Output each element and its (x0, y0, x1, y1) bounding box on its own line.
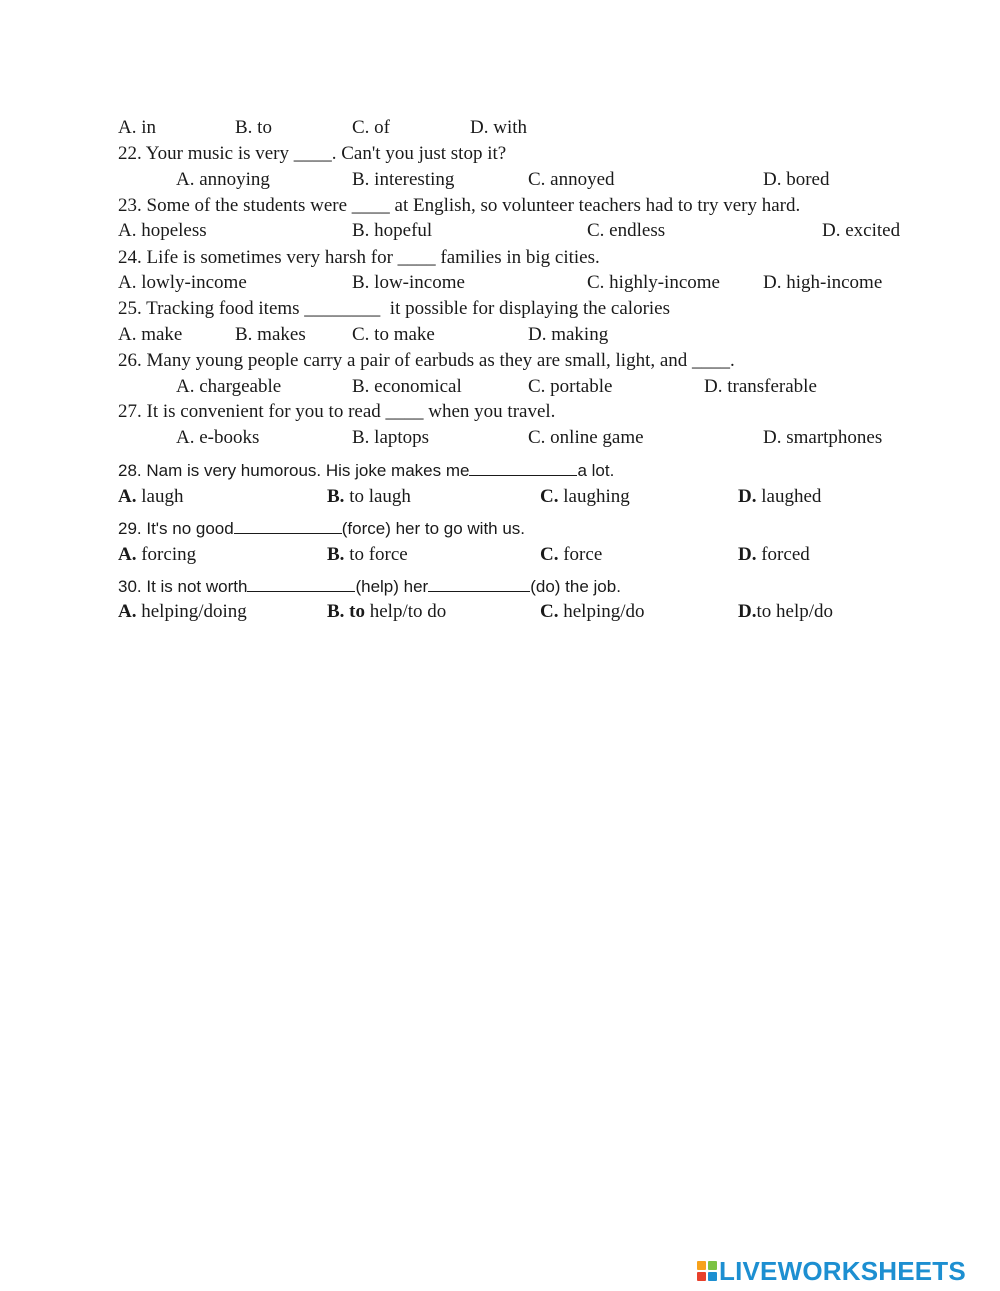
option-d: D. excited (822, 220, 901, 241)
option-b: B. laptops (352, 427, 430, 448)
option-b: B. interesting (352, 169, 455, 190)
option-b: B. economical (352, 376, 462, 397)
option-c: C. helping/do (540, 601, 645, 622)
question-30-stem: 30. It is not worth (help) her (do) the job. (118, 577, 621, 596)
option-c: C. endless (587, 220, 666, 241)
answer-blank[interactable] (234, 518, 342, 534)
option-c: C. to make (352, 324, 435, 345)
option-c: C. annoyed (528, 169, 615, 190)
option-a: A. forcing (118, 544, 197, 565)
option-d: D. smartphones (763, 427, 883, 448)
logo-text: LIVEWORKSHEETS (719, 1255, 966, 1286)
option-d: D.to help/do (738, 601, 834, 622)
option-b: B. low-income (352, 272, 465, 293)
option-a: A. in (118, 117, 156, 138)
option-a: A. annoying (176, 169, 270, 190)
question-28-stem: 28. Nam is very humorous. His joke makes me a lot. (118, 461, 615, 480)
liveworksheets-logo (697, 1257, 966, 1285)
logo-block (697, 1261, 706, 1270)
option-b: B. to force (327, 544, 408, 565)
question-22-stem: 22. Your music is very ____. Can't you just stop it? (118, 143, 507, 164)
option-a: A. make (118, 324, 183, 345)
answer-blank-1[interactable] (247, 576, 355, 592)
option-a: A. laugh (118, 486, 184, 507)
option-a: A. chargeable (176, 376, 282, 397)
option-a: A. hopeless (118, 220, 207, 241)
option-a: A. e-books (176, 427, 260, 448)
option-b: B. hopeful (352, 220, 433, 241)
option-c: C. online game (528, 427, 644, 448)
option-c: C. laughing (540, 486, 630, 507)
logo-block (708, 1272, 717, 1281)
question-26-stem: 26. Many young people carry a pair of earbuds as they are small, light, and ____. (118, 350, 735, 371)
option-a: A. helping/doing (118, 601, 247, 622)
logo-blocks-icon (697, 1261, 717, 1281)
option-d: D. laughed (738, 486, 822, 507)
option-d: D. making (528, 324, 609, 345)
option-b: B. makes (235, 324, 306, 345)
option-d: D. bored (763, 169, 830, 190)
option-c: C. force (540, 544, 603, 565)
option-d: D. high-income (763, 272, 883, 293)
option-d: D. with (470, 117, 527, 138)
question-29-stem: 29. It's no good (force) her to go with us. (118, 519, 526, 538)
logo-block (697, 1272, 706, 1281)
option-c: C. of (352, 117, 390, 138)
option-b: B. to help/to do (327, 601, 447, 622)
logo-block (708, 1261, 717, 1270)
question-23-stem: 23. Some of the students were ____ at English, so volunteer teachers had to try very hard. (118, 195, 801, 216)
option-c: C. portable (528, 376, 613, 397)
question-27-stem: 27. It is convenient for you to read ____ when you travel. (118, 401, 556, 422)
answer-blank-2[interactable] (428, 576, 530, 592)
question-25-stem: 25. Tracking food items ________ it possible for displaying the calories (118, 298, 671, 319)
option-b: B. to (235, 117, 272, 138)
option-d: D. transferable (704, 376, 817, 397)
option-a: A. lowly-income (118, 272, 247, 293)
option-d: D. forced (738, 544, 810, 565)
option-c: C. highly-income (587, 272, 720, 293)
answer-blank[interactable] (469, 460, 577, 476)
question-24-stem: 24. Life is sometimes very harsh for ____ families in big cities. (118, 247, 600, 268)
option-b: B. to laugh (327, 486, 411, 507)
